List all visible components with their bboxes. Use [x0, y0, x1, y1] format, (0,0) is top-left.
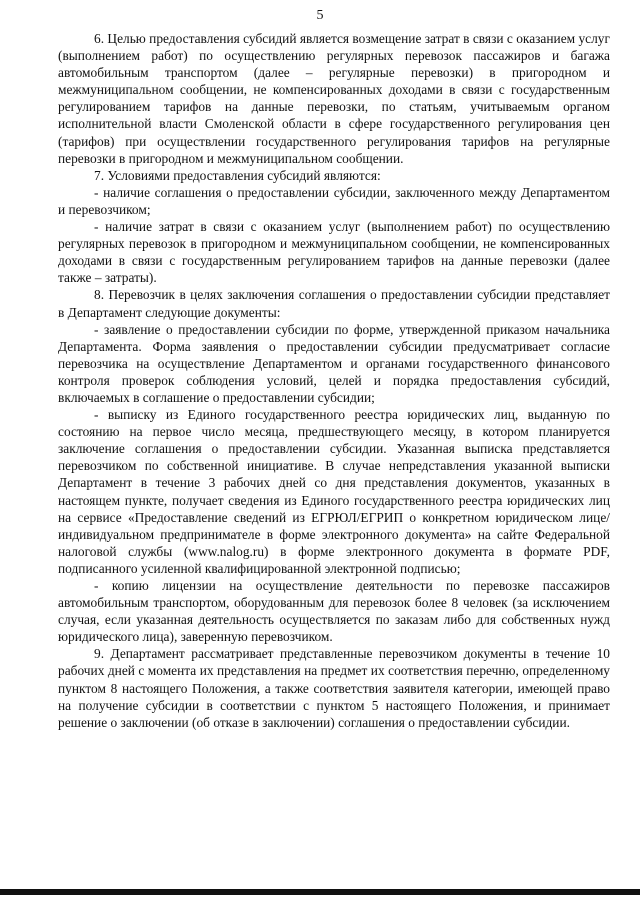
document-body — [58, 30, 610, 731]
paragraph-9: 9. Департамент рассматривает представленные перевозчиком документы в течение 10 рабочих дней с момента их представления на предмет их соответствия перечню, определенному пунктом 8 настоящего Положения, а также соответствия заявителя категории, имеющей право на получение субсидии в соответствии с пунктом 5 настоящего Положения, и принимает решение о заключении (об отказе в заключении) соглашения о предоставлении субсидии. — [58, 646, 610, 730]
bottom-border-bar — [0, 889, 640, 895]
paragraph-8: 8. Перевозчик в целях заключения соглашения о предоставлении субсидии представляет в Департамент следующие документы: — [58, 287, 610, 320]
paragraph-7: 7. Условиями предоставления субсидий являются: — [94, 167, 381, 183]
paragraph-8-item-2: - выписку из Единого государственного реестра юридических лиц, выданную по состоянию на первое число месяца, предшествующего месяцу, в котором планируется заключение соглашения о предоставлении субсидии. Указанная выписка представляется перевозчиком по собственной инициативе. В случае непредставления указанной выписки Департамент в течение 3 рабочих дней со дня представления документов, указанных в настоящем пункте, получает сведения из Единого государственного реестра юридических лиц на сервисе «Предоставление сведений из ЕГРЮЛ/ЕГРИП о конкретном юридическом лице/индивидуальном предпринимателе в форме электронного документа» на сайте Федеральной налоговой службы (www.nalog.ru) в форме электронного документа в формате PDF, подписанного усиленной квалифицированной электронной подписью; — [58, 407, 610, 576]
paragraph-8-item-1: - заявление о предоставлении субсидии по форме, утвержденной приказом начальника Департамента. Форма заявления о предоставлении субсидии предусматривает согласие перевозчика на осуществление Департаментом и органами государственного финансового контроля проверок соблюдения условий, целей и порядка предоставления субсидий, включаемых в соглашение о предоставлении субсидии; — [58, 321, 610, 405]
paragraph-8-item-3: - копию лицензии на осуществление деятельности по перевозке пассажиров автомобильным транспортом, оборудованным для перевозок более 8 человек (за исключением случая, если указанная деятельность осуществляется по заказам либо для собственных нужд юридического лица), заверенную перевозчиком. — [58, 578, 610, 645]
paragraph-6: 6. Целью предоставления субсидий является возмещение затрат в связи с оказанием услуг (выполнением работ) по осуществлению регулярных перевозок пассажиров и багажа автомобильным транспортом (далее – регулярные перевозки) в пригородном и межмуниципальном сообщении, не компенсированных доходами в связи с государственным регулированием тарифов на данные перевозки, по статьям, учитываемым органом исполнительной власти Смоленской области в сфере государственного регулирования цен (тарифов) при осуществлении государственного регулирования тарифов на регулярные перевозки в пригородном и межмуниципальном сообщении. — [58, 31, 610, 166]
paragraph-7-item-1: - наличие соглашения о предоставлении субсидии, заключенного между Департаментом и перевозчиком; — [58, 184, 610, 217]
paragraph-7-item-2: - наличие затрат в связи с оказанием услуг (выполнением работ) по осуществлению регулярных перевозок в пригородном и межмуниципальном сообщении, не компенсированных доходами в связи с государственным регулированием тарифов на данные перевозки (далее также – затраты). — [58, 219, 610, 286]
page-number: 5 — [316, 8, 324, 23]
